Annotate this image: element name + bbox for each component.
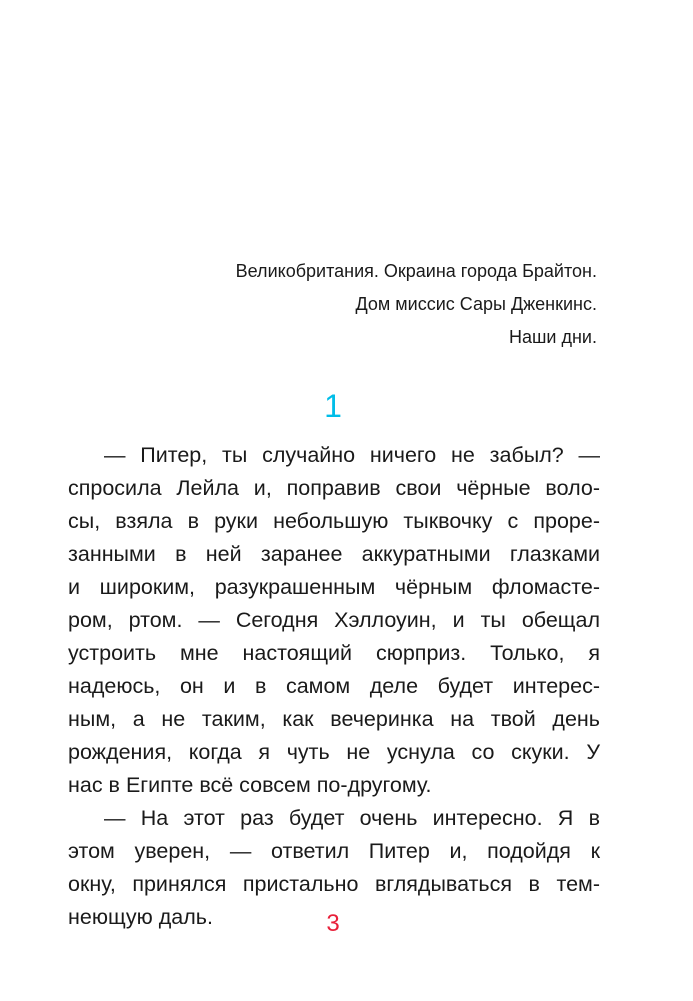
text-line: — На этот раз будет очень интересно. Я в	[104, 806, 600, 830]
header-line: Великобритания. Окраина города Брайтон.	[235, 261, 597, 281]
text-line: спросила Лейла и, поправив свои чёрные воло-	[68, 476, 600, 500]
text-line: и широким, разукрашенным чёрным фломасте-	[68, 575, 600, 599]
text-line: этом уверен, — ответил Питер и, подойдя к	[68, 839, 600, 863]
text-line: сы, взяла в руки небольшую тыквочку с проре-	[68, 509, 600, 533]
text-line: устроить мне настоящий сюрприз. Только, я	[68, 641, 600, 665]
text-line: неющую даль.	[68, 905, 213, 929]
text-line: рождения, когда я чуть не уснула со скуки. У	[68, 740, 600, 764]
text-line: занными в ней заранее аккуратными глазками	[68, 542, 600, 566]
header-line: Наши дни.	[508, 327, 597, 347]
header-line: Дом миссис Сары Дженкинс.	[355, 294, 597, 314]
text-line: надеюсь, он и в самом деле будет интерес-	[68, 674, 600, 698]
text-line: ром, ртом. — Сегодня Хэллоуин, и ты обещал	[68, 608, 600, 632]
page-number: 3	[326, 910, 340, 937]
scene-header	[236, 255, 597, 354]
body-text	[68, 439, 600, 934]
text-line: окну, принялся пристально вглядываться в тем-	[68, 872, 600, 896]
text-line: нас в Египте всё совсем по-другому.	[68, 773, 432, 797]
text-line: ным, а не таким, как вечеринка на твой день	[68, 707, 600, 731]
text-line: — Питер, ты случайно ничего не забыл? —	[104, 443, 600, 467]
chapter-number: 1	[324, 388, 342, 424]
